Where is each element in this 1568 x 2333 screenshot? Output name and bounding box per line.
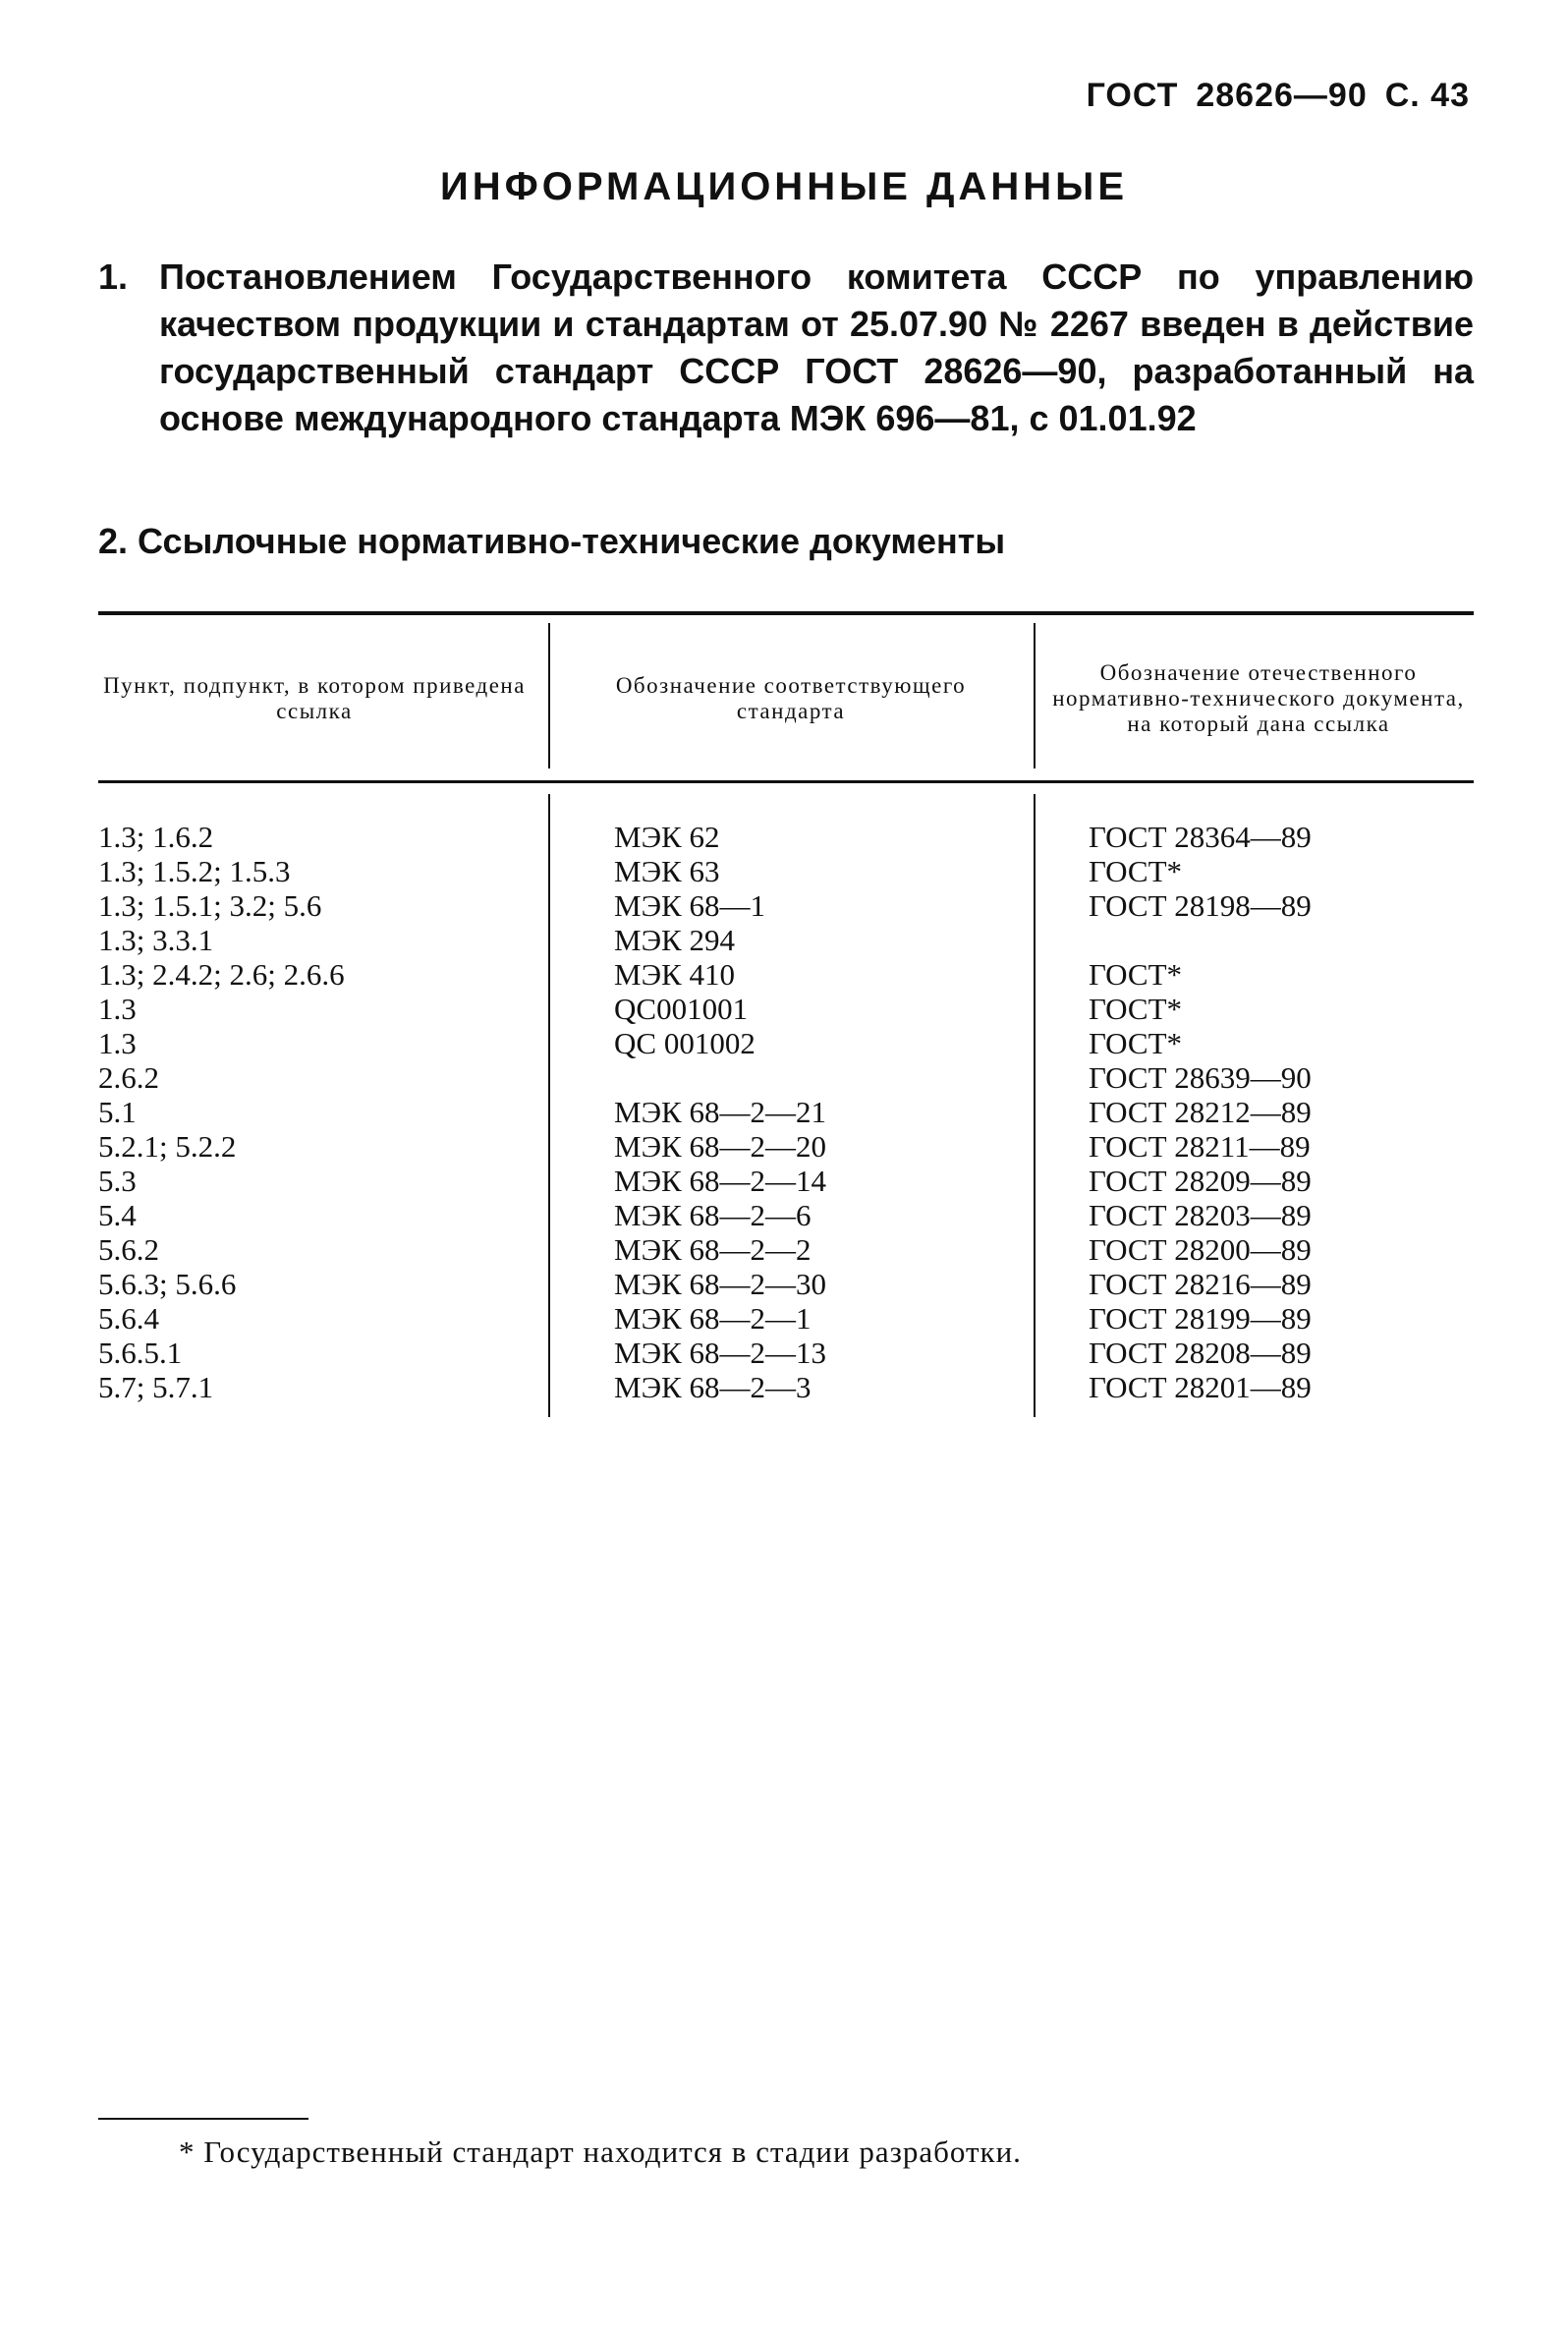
table-row [98, 1060, 1474, 1095]
footnote-rule [98, 2118, 308, 2120]
cell-clause: 1.3; 3.3.1 [98, 923, 214, 957]
column-divider [1034, 623, 1036, 768]
cell-standard: МЭК 68—2—3 [614, 1370, 812, 1404]
cell-clause: 1.3; 1.5.1; 3.2; 5.6 [98, 888, 322, 923]
header-standard: ГОСТ [1086, 77, 1179, 114]
cell-domestic: ГОСТ* [1089, 854, 1183, 888]
header-number: 28626—90 [1196, 77, 1368, 114]
cell-standard: МЭК 62 [614, 820, 720, 854]
table-row [98, 923, 1474, 957]
table-row [98, 957, 1474, 992]
cell-standard: МЭК 63 [614, 854, 720, 888]
cell-domestic: ГОСТ* [1089, 992, 1183, 1026]
column-divider [548, 623, 550, 768]
section-1-text: Постановлением Государственного комитета СССР по управлению качеством продукции и стандартам от 25.07.90 № 2267 введен в действие государственный стандарт СССР ГОСТ 28626—90, разработанный на основе международного стандарта МЭК 696—81, с 01.01.92 [159, 256, 1474, 438]
cell-clause: 5.1 [98, 1095, 137, 1129]
cell-domestic: ГОСТ 28364—89 [1089, 820, 1312, 854]
table-row [98, 1301, 1474, 1336]
cell-domestic: ГОСТ 28198—89 [1089, 888, 1312, 923]
cell-clause: 1.3; 1.6.2 [98, 820, 214, 854]
table-row [98, 1232, 1474, 1267]
cell-standard: МЭК 68—1 [614, 888, 765, 923]
header-page: С. 43 [1384, 77, 1470, 114]
section-1 [98, 254, 1474, 442]
cell-domestic: ГОСТ* [1089, 957, 1183, 992]
cell-clause: 5.2.1; 5.2.2 [98, 1129, 237, 1164]
header-cell-standard [560, 627, 1022, 770]
cell-clause: 1.3 [98, 992, 137, 1026]
cell-clause: 2.6.2 [98, 1060, 159, 1095]
table-row [98, 1129, 1474, 1164]
table-row [98, 854, 1474, 888]
cell-domestic: ГОСТ 28216—89 [1089, 1267, 1312, 1301]
cell-standard: МЭК 410 [614, 957, 735, 992]
cell-domestic: ГОСТ 28212—89 [1089, 1095, 1312, 1129]
section-2-heading: 2. Ссылочные нормативно-технические документы [98, 521, 1006, 561]
header-cell-standard-text: Обозначение соответствующего стандарта [615, 673, 967, 723]
table-row [98, 1370, 1474, 1404]
cell-clause: 5.7; 5.7.1 [98, 1370, 214, 1404]
cell-clause: 1.3 [98, 1026, 137, 1060]
table-row [98, 1198, 1474, 1232]
table-top-rule [98, 611, 1474, 615]
footnote: * Государственный стандарт находится в стадии разработки. [179, 2134, 1022, 2169]
cell-clause: 5.4 [98, 1198, 137, 1232]
page-header [1087, 77, 1470, 115]
cell-standard: МЭК 294 [614, 923, 735, 957]
document-title: ИНФОРМАЦИОННЫЕ ДАННЫЕ [439, 165, 1129, 208]
cell-standard: МЭК 68—2—13 [614, 1336, 826, 1370]
table-row [98, 1026, 1474, 1060]
table-row [98, 1095, 1474, 1129]
cell-standard: QC 001002 [614, 1026, 756, 1060]
section-1-number: 1. [98, 256, 129, 297]
cell-standard: МЭК 68—2—1 [614, 1301, 812, 1336]
table-row [98, 1336, 1474, 1370]
cell-domestic: ГОСТ 28639—90 [1089, 1060, 1312, 1095]
header-cell-clause [98, 627, 531, 770]
cell-clause: 1.3; 2.4.2; 2.6; 2.6.6 [98, 957, 345, 992]
cell-domestic: ГОСТ 28211—89 [1089, 1129, 1311, 1164]
table-body [98, 820, 1474, 1404]
table-header-rule [98, 780, 1474, 783]
cell-standard: МЭК 68—2—14 [614, 1164, 826, 1198]
table-row [98, 992, 1474, 1026]
table-row [98, 888, 1474, 923]
cell-clause: 5.6.5.1 [98, 1336, 183, 1370]
cell-standard: МЭК 68—2—21 [614, 1095, 826, 1129]
cell-domestic: ГОСТ 28208—89 [1089, 1336, 1312, 1370]
cell-standard: МЭК 68—2—2 [614, 1232, 812, 1267]
cell-standard: МЭК 68—2—20 [614, 1129, 826, 1164]
cell-domestic: ГОСТ 28200—89 [1089, 1232, 1312, 1267]
cell-clause: 5.6.3; 5.6.6 [98, 1267, 237, 1301]
cell-domestic: ГОСТ 28203—89 [1089, 1198, 1312, 1232]
header-cell-domestic [1047, 627, 1470, 770]
cell-clause: 5.3 [98, 1164, 137, 1198]
cell-standard: МЭК 68—2—6 [614, 1198, 812, 1232]
table-row [98, 820, 1474, 854]
cell-domestic: ГОСТ 28209—89 [1089, 1164, 1312, 1198]
header-cell-clause-text: Пункт, подпункт, в котором приведена ссылка [103, 673, 526, 723]
cell-domestic: ГОСТ* [1089, 1026, 1183, 1060]
cell-domestic: ГОСТ 28199—89 [1089, 1301, 1312, 1336]
cell-standard: QC001001 [614, 992, 749, 1026]
table-row [98, 1267, 1474, 1301]
table-row [98, 1164, 1474, 1198]
cell-clause: 5.6.4 [98, 1301, 159, 1336]
cell-clause: 5.6.2 [98, 1232, 159, 1267]
cell-standard: МЭК 68—2—30 [614, 1267, 826, 1301]
header-cell-domestic-text: Обозначение отечественного нормативно-технического документа, на который дана ссылка [1052, 660, 1465, 736]
cell-domestic: ГОСТ 28201—89 [1089, 1370, 1312, 1404]
cell-clause: 1.3; 1.5.2; 1.5.3 [98, 854, 291, 888]
